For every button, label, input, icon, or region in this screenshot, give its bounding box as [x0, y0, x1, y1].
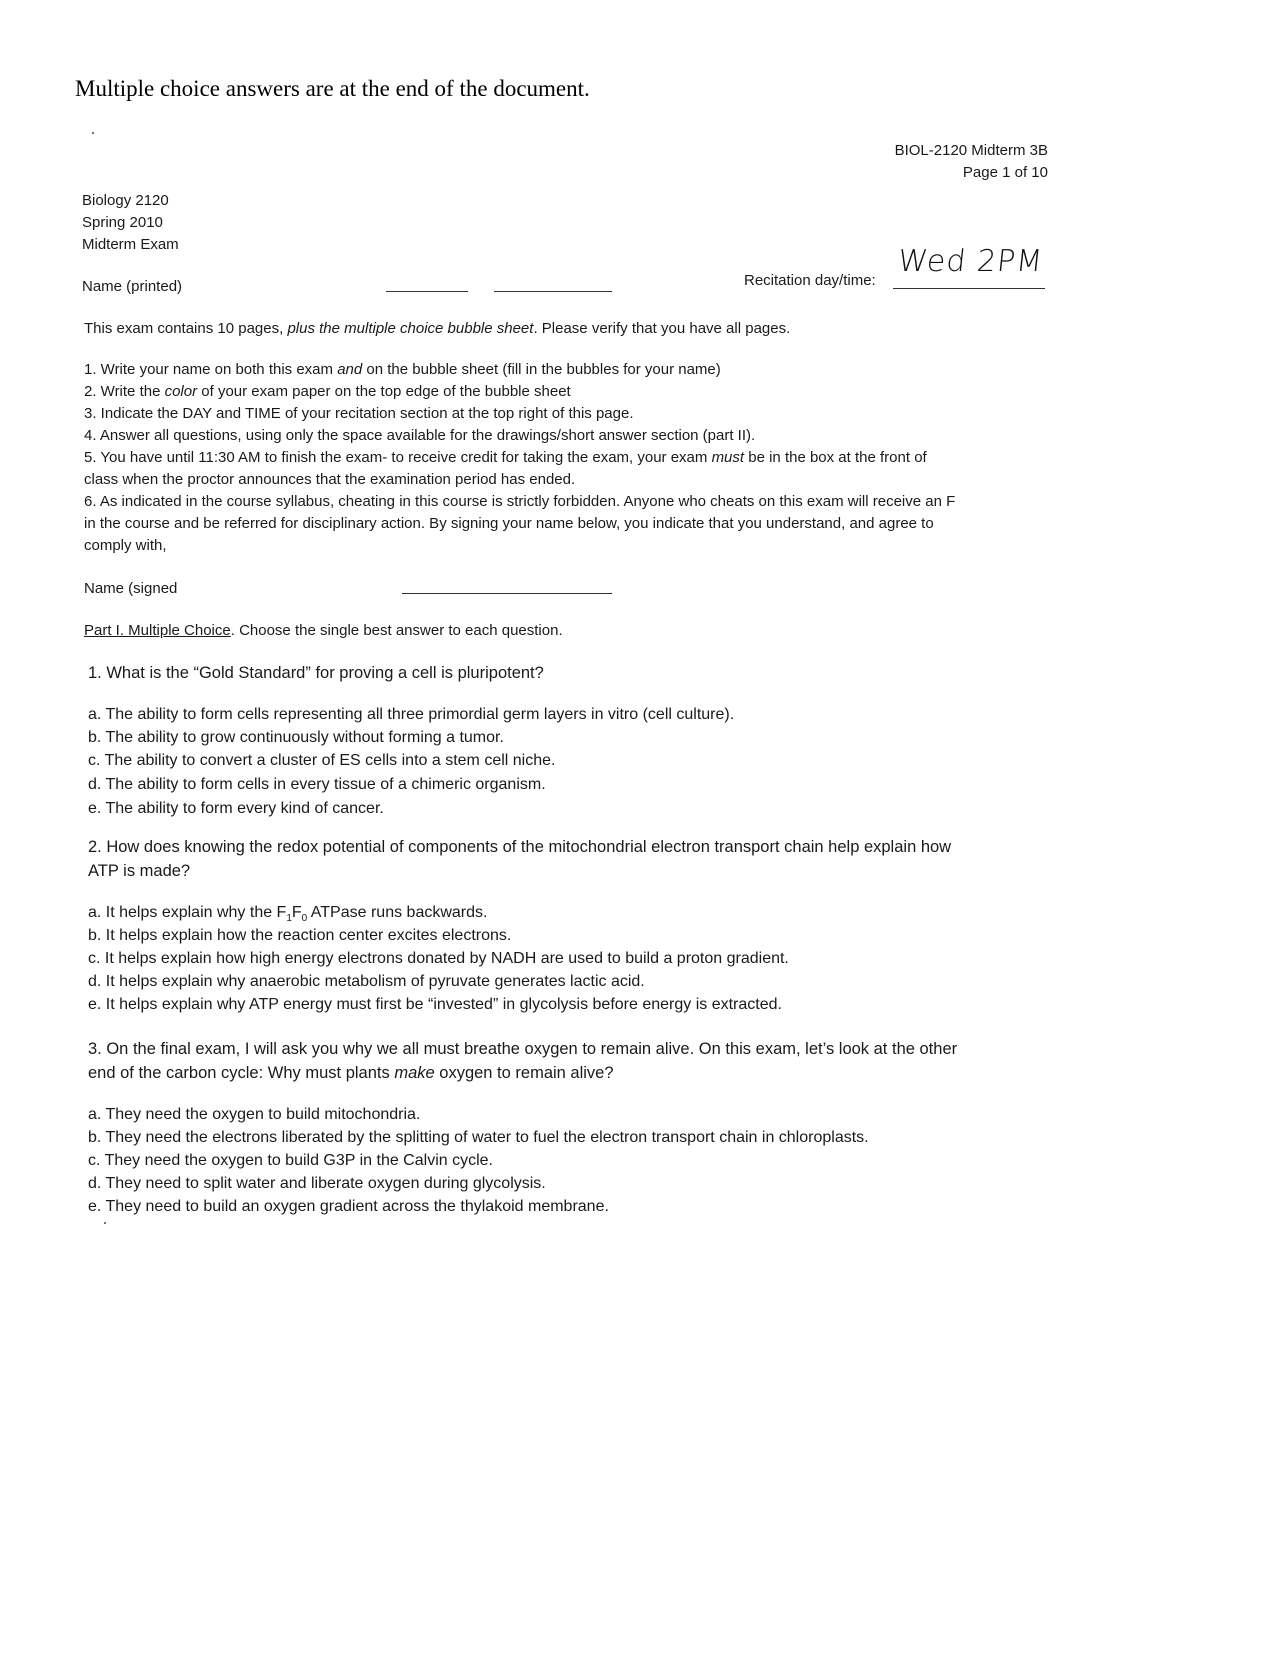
answer-option: e. The ability to form every kind of cancer. — [88, 800, 384, 817]
instruction-line: 1. Write your name on both this exam and on the bubble sheet (fill in the bubbles for your name) — [84, 361, 721, 378]
instruction-line: comply with, — [84, 537, 167, 554]
part1-instruction: . Choose the single best answer to each question. — [230, 622, 563, 639]
question-text: 1. What is the “Gold Standard” for proving a cell is pluripotent? — [88, 664, 544, 682]
answer-option: e. They need to build an oxygen gradient across the thylakoid membrane. — [88, 1198, 609, 1215]
answer-option: d. The ability to form cells in every tissue of a chimeric organism. — [88, 776, 546, 793]
name-printed-line-1 — [386, 291, 468, 292]
scan-speck — [92, 132, 94, 134]
answer-option: b. They need the electrons liberated by the splitting of water to fuel the electron transport chain in chloroplasts. — [88, 1129, 869, 1146]
exam-title: Midterm Exam — [82, 236, 179, 253]
answer-option: b. The ability to grow continuously without forming a tumor. — [88, 729, 504, 746]
name-printed-label: Name (printed) — [82, 278, 183, 295]
name-signed-line — [402, 593, 612, 594]
instruction-line: 6. As indicated in the course syllabus, cheating in this course is strictly forbidden. Anyone who cheats on this exam will receive an F — [84, 493, 956, 510]
instruction-line: class when the proctor announces that the examination period has ended. — [84, 471, 576, 488]
instruction-line: 2. Write the color of your exam paper on the top edge of the bubble sheet — [84, 383, 571, 400]
question-text: ATP is made? — [88, 862, 191, 880]
course-term: Spring 2010 — [82, 214, 163, 231]
answer-option: c. They need the oxygen to build G3P in the Calvin cycle. — [88, 1152, 493, 1169]
part1-heading: Part I. Multiple Choice — [84, 622, 231, 639]
instruction-line: 5. You have until 11:30 AM to finish the exam- to receive credit for taking the exam, your exam must be in the box at the front of — [84, 449, 927, 466]
answer-option: a. The ability to form cells representing all three primordial germ layers in vitro (cell culture). — [88, 706, 735, 723]
scan-speck — [104, 1222, 106, 1224]
instruction-line: 3. Indicate the DAY and TIME of your recitation section at the top right of this page. — [84, 405, 634, 422]
recitation-handwritten-value: Wed 2PM — [896, 244, 1045, 279]
recitation-line — [893, 288, 1045, 289]
name-printed-line-2 — [494, 291, 612, 292]
answer-option: c. The ability to convert a cluster of ES cells into a stem cell niche. — [88, 752, 556, 769]
question-text: end of the carbon cycle: Why must plants make oxygen to remain alive? — [88, 1064, 614, 1082]
answer-option: a. It helps explain why the $F_1F_0$ ATPase runs backwards. — [88, 904, 488, 925]
exam-intro: This exam contains 10 pages, plus the multiple choice bubble sheet. Please verify that you have all pages. — [84, 320, 791, 337]
part1-header — [84, 622, 563, 639]
page-number: Page 1 of 10 — [962, 164, 1048, 181]
answer-option: d. They need to split water and liberate oxygen during glycolysis. — [88, 1175, 546, 1192]
recitation-label: Recitation day/time: — [744, 272, 876, 289]
course-code: BIOL-2120 Midterm 3B — [894, 142, 1048, 159]
top-note: Multiple choice answers are at the end of the document. — [75, 76, 590, 101]
answer-option: a. They need the oxygen to build mitochondria. — [88, 1106, 421, 1123]
instruction-line: 4. Answer all questions, using only the space available for the drawings/short answer section (part II). — [84, 427, 756, 444]
name-signed-label: Name (signed — [84, 580, 178, 597]
answer-option: b. It helps explain how the reaction center excites electrons. — [88, 927, 512, 944]
answer-option: d. It helps explain why anaerobic metabolism of pyruvate generates lactic acid. — [88, 973, 645, 990]
answer-option: e. It helps explain why ATP energy must first be “invested” in glycolysis before energy is extracted. — [88, 996, 782, 1013]
question-text: 2. How does knowing the redox potential of components of the mitochondrial electron transport chain help explain how — [88, 838, 952, 856]
answer-option: c. It helps explain how high energy electrons donated by NADH are used to build a proton gradient. — [88, 950, 789, 967]
instruction-line: in the course and be referred for disciplinary action. By signing your name below, you indicate that you understand, and agree to — [84, 515, 934, 532]
question-text: 3. On the final exam, I will ask you why we all must breathe oxygen to remain alive. On this exam, let’s look at the other — [88, 1040, 958, 1058]
course-name: Biology 2120 — [82, 192, 169, 209]
